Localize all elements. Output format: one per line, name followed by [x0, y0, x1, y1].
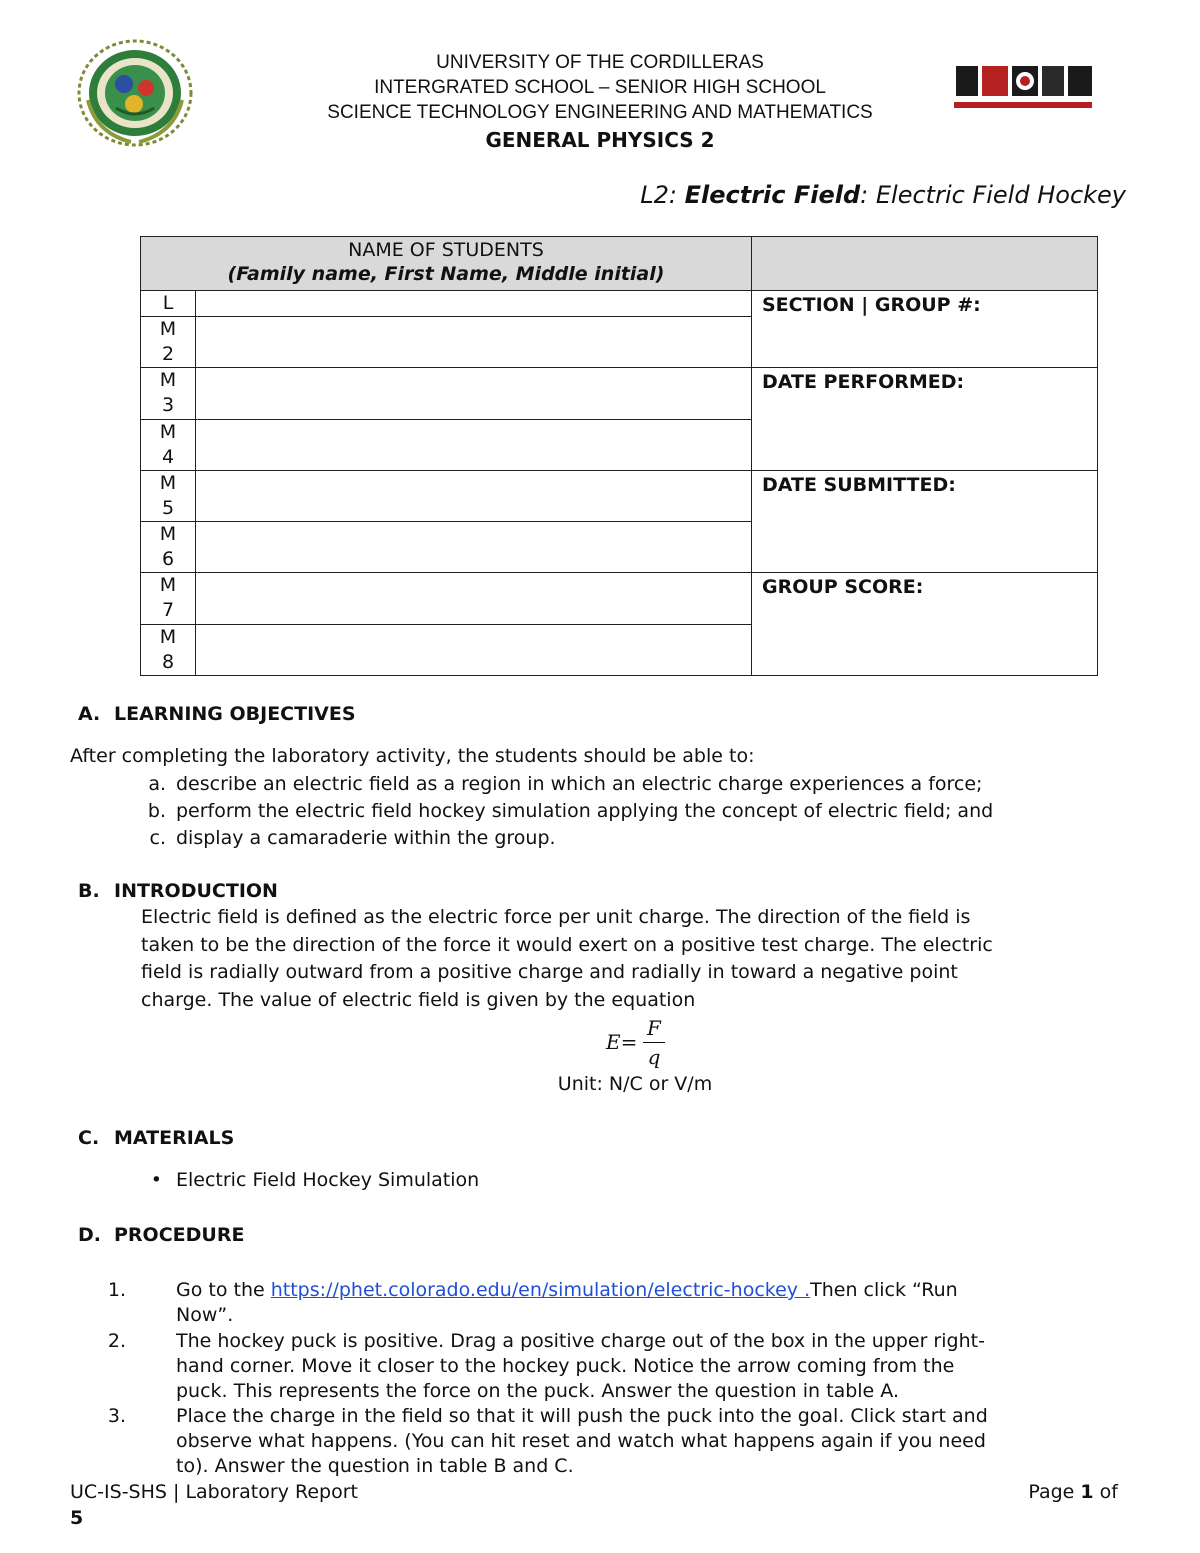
date-performed-field[interactable]: DATE PERFORMED: [752, 368, 1098, 471]
member-label: M 2 [141, 317, 196, 368]
course-title: GENERAL PHYSICS 2 [485, 128, 715, 152]
bullet-icon: • [150, 1169, 162, 1191]
member-name-field[interactable] [196, 471, 752, 522]
phet-simulation-link[interactable]: https://phet.colorado.edu/en/simulation/electric-hockey . [270, 1279, 811, 1301]
member-name-field[interactable] [196, 291, 752, 317]
member-name-field[interactable] [196, 368, 752, 420]
member-label: M 5 [141, 471, 196, 522]
member-label: M 4 [141, 420, 196, 471]
lab-title: L2: Electric Field: Electric Field Hockey [640, 181, 1126, 209]
info-column-header [752, 237, 1098, 291]
objective-item: c. display a camaraderie within the group. [149, 827, 556, 849]
member-label: L [141, 291, 196, 317]
objectives-intro: After completing the laboratory activity, the students should be able to: [70, 745, 755, 767]
section-c-heading: C. MATERIALS [78, 1127, 235, 1149]
section-group-field[interactable]: SECTION | GROUP #: [752, 291, 1098, 368]
member-label: M 3 [141, 368, 196, 420]
page-total: 5 [70, 1507, 84, 1529]
section-d-heading: D. PROCEDURE [78, 1224, 245, 1246]
school-division: INTERGRATED SCHOOL – SENIOR HIGH SCHOOL [374, 77, 826, 98]
strand-name: SCIENCE TECHNOLOGY ENGINEERING AND MATHEMATICS [327, 102, 873, 123]
procedure-step: 3. Place the charge in the field so that it will push the puck into the goal. Click start and observe what happens. (You can hit reset and watch what happens again if you need to). Answer the question in table B and C. [107, 1405, 988, 1477]
student-names-table [140, 236, 1098, 676]
page-number: Page 1 of [1028, 1481, 1118, 1503]
section-b-heading: B. INTRODUCTION [78, 880, 278, 902]
procedure-step: 2. The hockey puck is positive. Drag a positive charge out of the box in the upper right- hand corner. Move it closer to the hockey puck. Notice the arrow coming from the puck. This represents the force on the puck. Answer the question in table A. [107, 1330, 985, 1402]
group-score-field[interactable]: GROUP SCORE: [752, 573, 1098, 676]
electric-field-unit: Unit: N/C or V/m [557, 1073, 713, 1095]
member-name-field[interactable] [196, 522, 752, 573]
procedure-step: 1. Go to the https://phet.colorado.edu/en/simulation/electric-hockey .Then click “Run Now”. [107, 1279, 958, 1326]
school-name: UNIVERSITY OF THE CORDILLERAS [436, 52, 764, 73]
names-table-header: NAME OF STUDENTS (Family name, First Name, Middle initial) [141, 237, 752, 291]
member-name-field[interactable] [196, 625, 752, 676]
member-name-field[interactable] [196, 317, 752, 368]
section-a-heading: A. LEARNING OBJECTIVES [78, 703, 356, 725]
date-submitted-field[interactable]: DATE SUBMITTED: [752, 471, 1098, 573]
member-name-field[interactable] [196, 420, 752, 471]
material-item: • Electric Field Hockey Simulation [176, 1169, 479, 1191]
member-label: M 6 [141, 522, 196, 573]
introduction-text: Electric field is defined as the electric force per unit charge. The direction of the field is taken to be the direction of the force it would exert on a positive test charge. The electric field is radially outward from a positive charge and radially in toward a negative point charge. The value of electric field is given by the equation [141, 906, 993, 1011]
objective-item: a. describe an electric field as a region in which an electric charge experiences a force; [148, 773, 983, 795]
member-name-field[interactable] [196, 573, 752, 625]
footer-left: UC-IS-SHS | Laboratory Report [70, 1481, 358, 1503]
objective-item: b. perform the electric field hockey simulation applying the concept of electric field; and [147, 800, 994, 822]
member-label: M 7 [141, 573, 196, 625]
member-label: M 8 [141, 625, 196, 676]
